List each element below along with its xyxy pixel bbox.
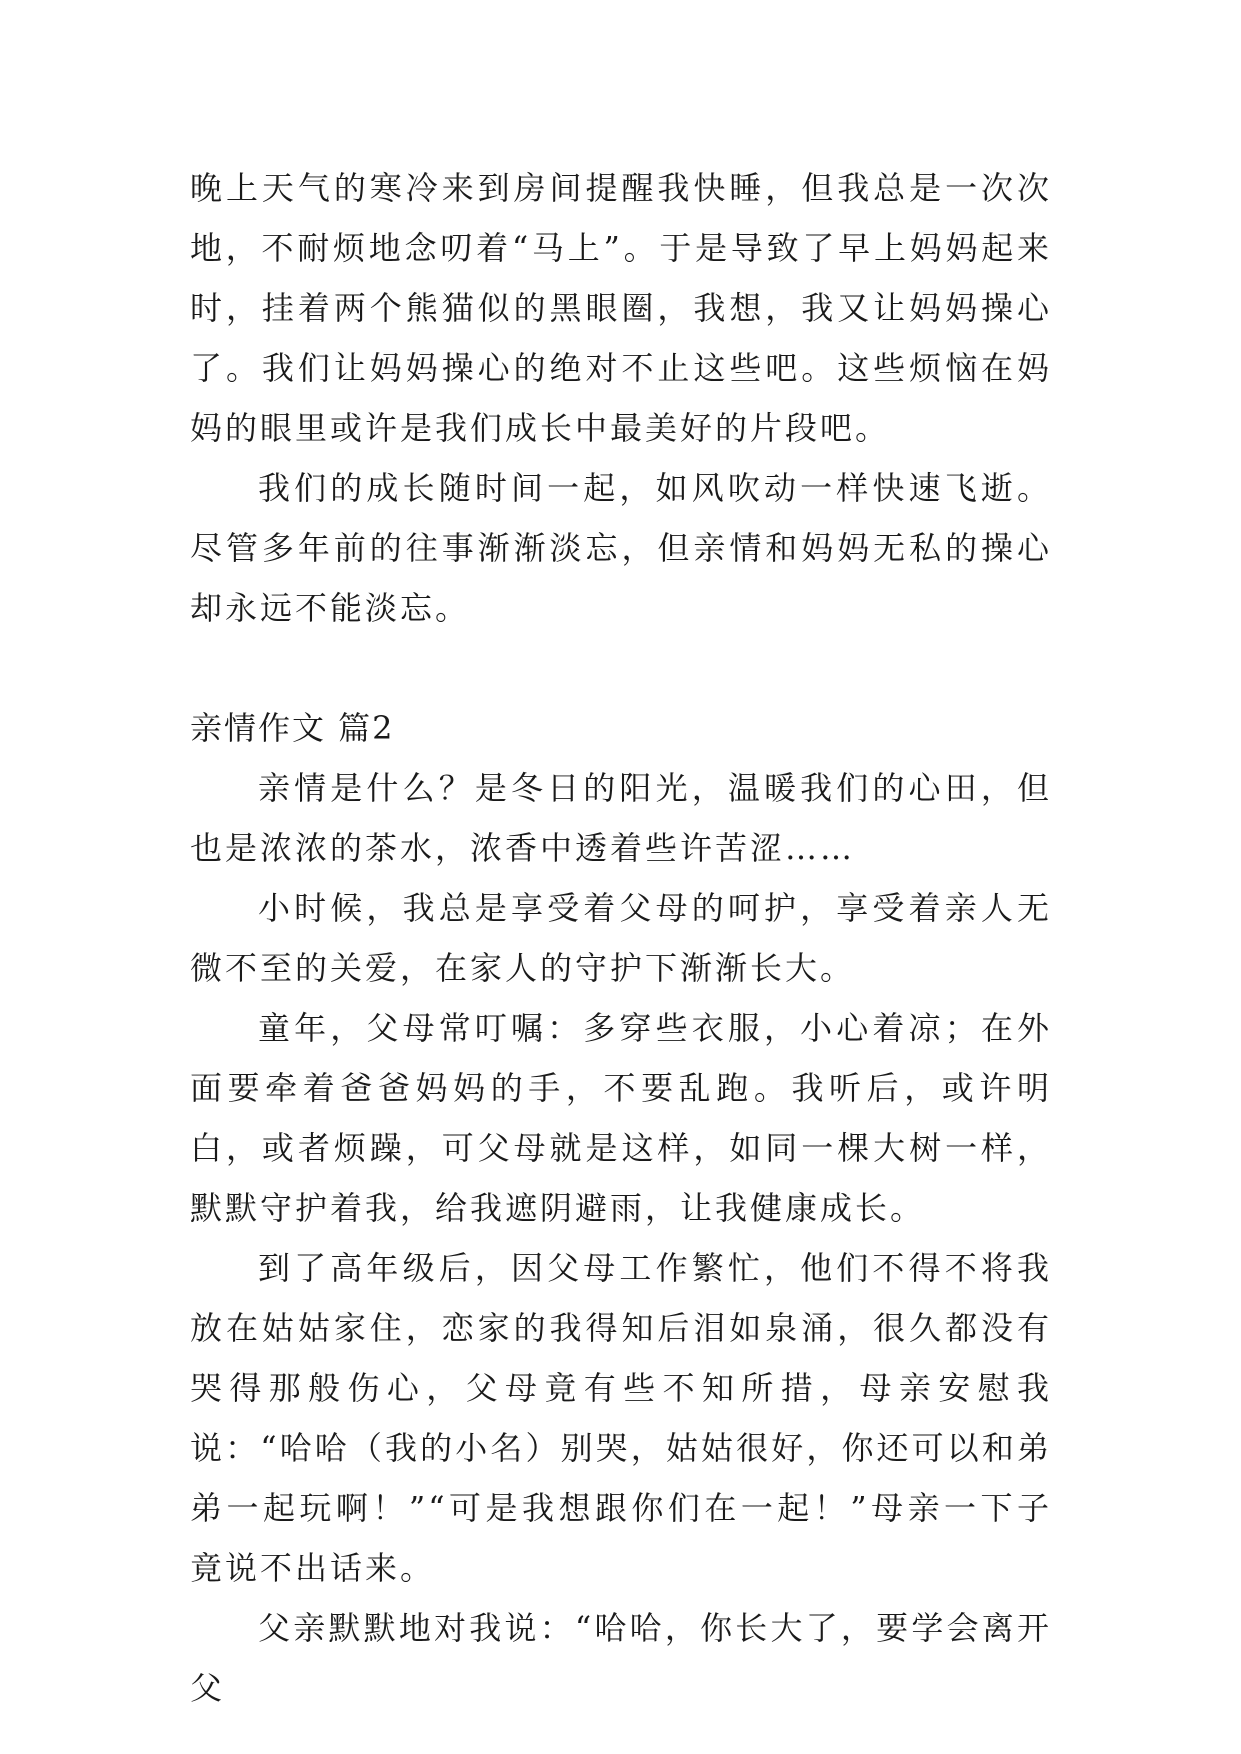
paragraph-continuation: 晚上天气的寒冷来到房间提醒我快睡，但我总是一次次地，不耐烦地念叨着“马上”。于是导致了早上妈妈起来时，挂着两个熊猫似的黑眼圈，我想，我又让妈妈操心了。我们让妈妈操心的绝对不止这些吧。这些烦恼在妈妈的眼里或许是我们成长中最美好的片段吧。 <box>190 169 1052 447</box>
paragraph: 小时候，我总是享受着父母的呵护，享受着亲人无微不至的关爱，在家人的守护下渐渐长大。 <box>190 889 1052 987</box>
paragraph: 童年，父母常叮嘱：多穿些衣服，小心着凉；在外面要牵着爸爸妈妈的手，不要乱跑。我听后，或许明白，或者烦躁，可父母就是这样，如同一棵大树一样，默默守护着我，给我遮阴避雨，让我健康成长。 <box>190 1009 1052 1227</box>
section-heading: 亲情作文 篇2 <box>190 709 395 747</box>
document-body <box>190 158 1052 1718</box>
paragraph: 父亲默默地对我说：“哈哈，你长大了，要学会离开父 <box>190 1609 1052 1707</box>
paragraph: 到了高年级后，因父母工作繁忙，他们不得不将我放在姑姑家住，恋家的我得知后泪如泉涌，很久都没有哭得那般伤心，父母竟有些不知所措，母亲安慰我说：“哈哈（我的小名）别哭，姑姑很好，你还可以和弟弟一起玩啊！”“可是我想跟你们在一起！”母亲一下子竟说不出话来。 <box>190 1249 1052 1587</box>
paragraph: 我们的成长随时间一起，如风吹动一样快速飞逝。尽管多年前的往事渐渐淡忘，但亲情和妈妈无私的操心却永远不能淡忘。 <box>190 469 1052 627</box>
paragraph: 亲情是什么？是冬日的阳光，温暖我们的心田，但也是浓浓的茶水，浓香中透着些许苦涩…… <box>190 769 1052 867</box>
